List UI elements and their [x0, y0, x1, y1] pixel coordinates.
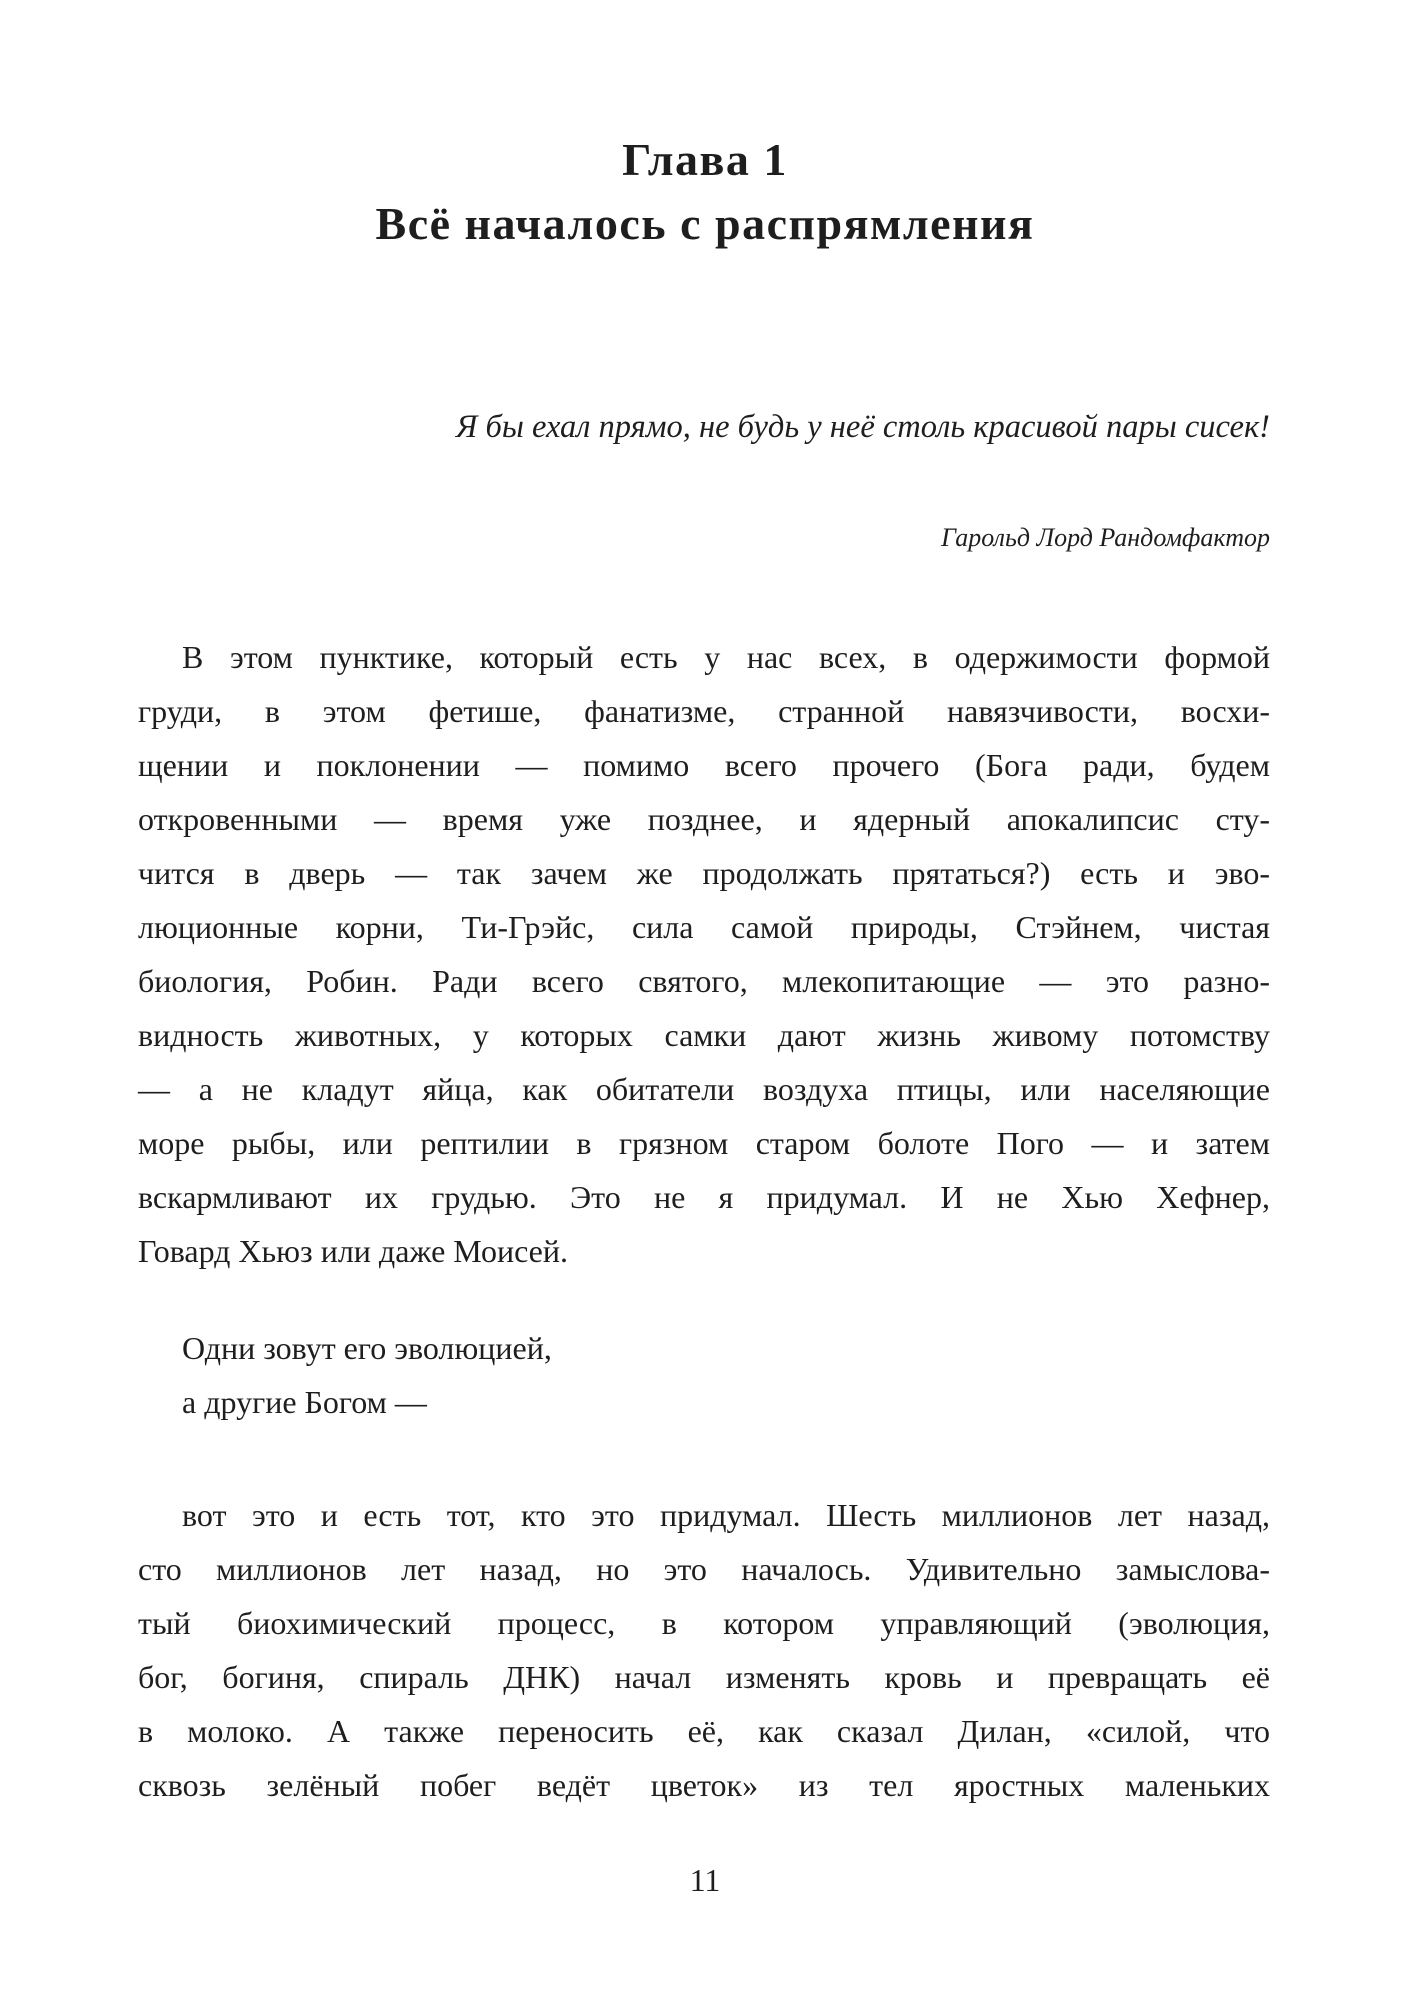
epigraph-author: Гарольд Лорд Рандомфактор: [941, 523, 1270, 552]
paragraph-line: В этом пунктике, который есть у нас всех, в одержимости формой: [182, 639, 1270, 675]
paragraph-line: сквозь зелёный побег ведёт цветок» из тел яростных маленьких: [138, 1767, 1270, 1803]
paragraph-line: тый биохимический процесс, в котором управляющий (эволюция,: [138, 1605, 1270, 1641]
paragraph-line: Говард Хьюз или даже Моисей.: [138, 1233, 568, 1269]
paragraph-line: море рыбы, или рептилии в грязном старом болоте Пого — и затем: [138, 1125, 1270, 1161]
chapter-title: Всё началось с распрямления: [375, 198, 1035, 249]
paragraph-line: вскармливают их грудью. Это не я придумал. И не Хью Хефнер,: [138, 1179, 1270, 1215]
paragraph-line: груди, в этом фетише, фанатизме, странной навязчивости, восхи-: [138, 693, 1270, 729]
paragraph-line: видность животных, у которых самки дают жизнь живому потомству: [138, 1017, 1270, 1053]
page-number: 11: [689, 1862, 721, 1898]
paragraph-1: [138, 630, 1270, 1278]
paragraph-line: чится в дверь — так зачем же продолжать прятаться?) есть и эво-: [138, 855, 1270, 891]
paragraph-line: сто миллионов лет назад, но это началось. Удивительно замыслова-: [138, 1551, 1270, 1587]
paragraph-line: откровенными — время уже позднее, и ядерный апокалипсис сту-: [138, 801, 1270, 837]
paragraph-line: люционные корни, Ти-Грэйс, сила самой природы, Стэйнем, чистая: [138, 909, 1270, 945]
chapter-heading: [0, 128, 1410, 256]
paragraph-line: — а не кладут яйца, как обитатели воздуха птицы, или населяющие: [138, 1071, 1270, 1107]
paragraph-line: вот это и есть тот, кто это придумал. Шесть миллионов лет назад,: [182, 1497, 1270, 1533]
paragraph-line: биология, Робин. Ради всего святого, млекопитающие — это разно-: [138, 963, 1270, 999]
paragraph-line: бог, богиня, спираль ДНК) начал изменять кровь и превращать её: [138, 1659, 1270, 1695]
paragraph-2: [138, 1488, 1270, 1812]
verse: [182, 1321, 552, 1429]
paragraph-line: в молоко. А также переносить её, как сказал Дилан, «силой, что: [138, 1713, 1270, 1749]
verse-line: Одни зовут его эволюцией,: [182, 1330, 552, 1366]
chapter-number: Глава 1: [622, 134, 788, 185]
paragraph-line: щении и поклонении — помимо всего прочего (Бога ради, будем: [138, 747, 1270, 783]
epigraph-quote: Я бы ехал прямо, не будь у неё столь красивой пары сисек!: [456, 409, 1270, 445]
verse-line: а другие Богом —: [182, 1384, 427, 1420]
